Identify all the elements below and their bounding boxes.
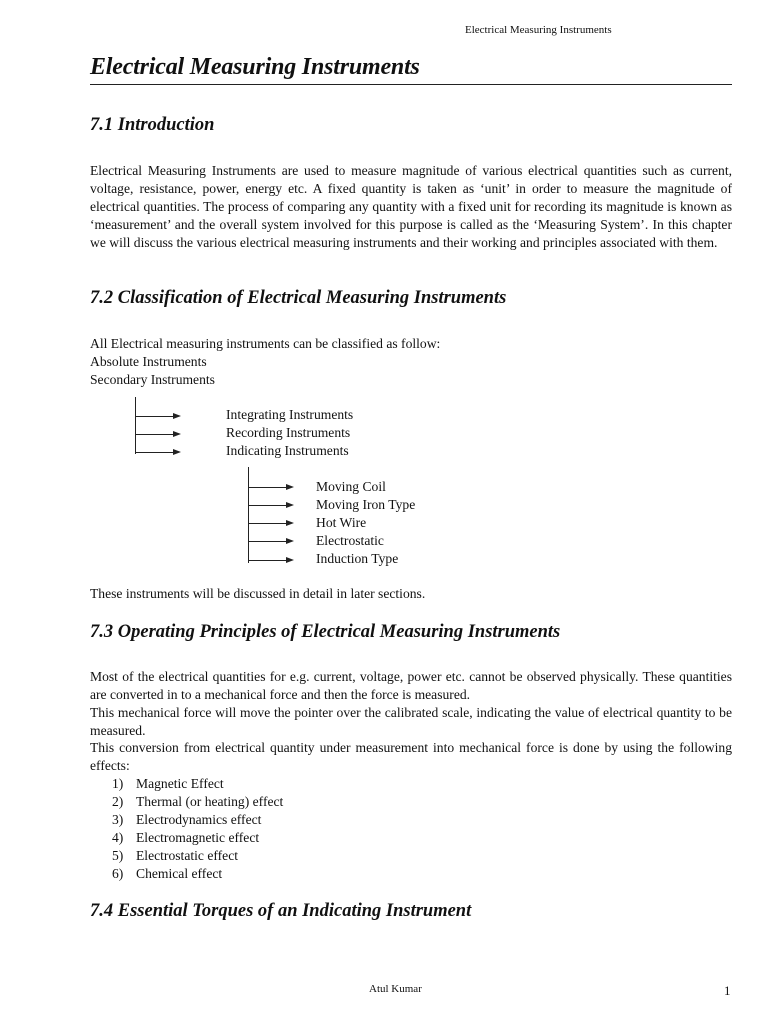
list-item: 6) Chemical effect [112,865,223,881]
footer-author: Atul Kumar [369,983,422,995]
arrow-line [248,560,286,561]
arrow-line [135,452,173,453]
operating-paragraph-3: This conversion from electrical quantity under measurement into mechanical force is done by using the following effects: [90,740,732,774]
arrow-head-icon [173,413,181,419]
tree-trunk [135,397,136,454]
list-item: 1) Magnetic Effect [112,776,224,791]
arrow-line [135,434,173,435]
secondary-instruments: Secondary Instruments [90,372,215,387]
arrow-head-icon [286,484,294,490]
running-header: Electrical Measuring Instruments [465,24,612,36]
heading-essential-torques: 7.4 Essential Torques of an Indicating Instrument [90,901,472,921]
list-item: 4) Electromagnetic effect [112,829,260,845]
arrow-head-icon [286,557,294,563]
indicating-type-item: Electrostatic [316,533,384,548]
arrow-line [248,541,286,542]
absolute-instruments: Absolute Instruments [90,354,207,369]
page-number: 1 [724,983,731,998]
effects-list [90,775,283,882]
tree-trunk [248,467,249,563]
operating-paragraph-1: Most of the electrical quantities for e.g. current, voltage, power etc. cannot be observed physically. These quantities are converted in to a mechanical force and then the force is measured. [90,669,732,703]
introduction-paragraph: Electrical Measuring Instruments are used to measure magnitude of various electrical quantities such as current, voltage, resistance, power, energy etc. A fixed quantity is taken as ‘unit’ in order to measure the magnitude of electrical quantities. The process of comparing any quantity with a fixed unit for recording its magnitude is known as ‘measurement’ and the overall system involved for this purpose is called as the ‘Measuring System’. In this chapter we will discuss the various electrical measuring instruments and their working and principles associated with them. [90,163,732,251]
arrow-head-icon [286,538,294,544]
arrow-head-icon [173,431,181,437]
arrow-line [248,505,286,506]
indicating-type-item: Hot Wire [316,515,367,530]
secondary-type-item: Indicating Instruments [226,443,349,458]
arrow-head-icon [173,449,181,455]
arrow-head-icon [286,520,294,526]
indicating-type-item: Moving Iron Type [316,497,416,512]
document-title: Electrical Measuring Instruments [90,54,420,80]
title-rule [90,84,732,85]
list-item: 3) Electrodynamics effect [112,811,262,827]
heading-classification: 7.2 Classification of Electrical Measuring Instruments [90,288,507,308]
heading-operating-principles: 7.3 Operating Principles of Electrical Measuring Instruments [90,622,561,642]
indicating-type-item: Induction Type [316,551,399,566]
list-item: 2) Thermal (or heating) effect [112,793,284,809]
classification-closing: These instruments will be discussed in detail in later sections. [90,586,426,601]
arrow-head-icon [286,502,294,508]
arrow-line [248,523,286,524]
operating-paragraph-2: This mechanical force will move the pointer over the calibrated scale, indicating the value of electrical quantity to be measured. [90,705,732,739]
list-item: 5) Electrostatic effect [112,847,239,863]
arrow-line [248,487,286,488]
secondary-type-item: Integrating Instruments [226,407,354,422]
secondary-type-item: Recording Instruments [226,425,351,440]
indicating-type-item: Moving Coil [316,479,386,494]
heading-introduction: 7.1 Introduction [90,115,215,135]
classification-intro: All Electrical measuring instruments can be classified as follow: [90,336,441,351]
arrow-line [135,416,173,417]
